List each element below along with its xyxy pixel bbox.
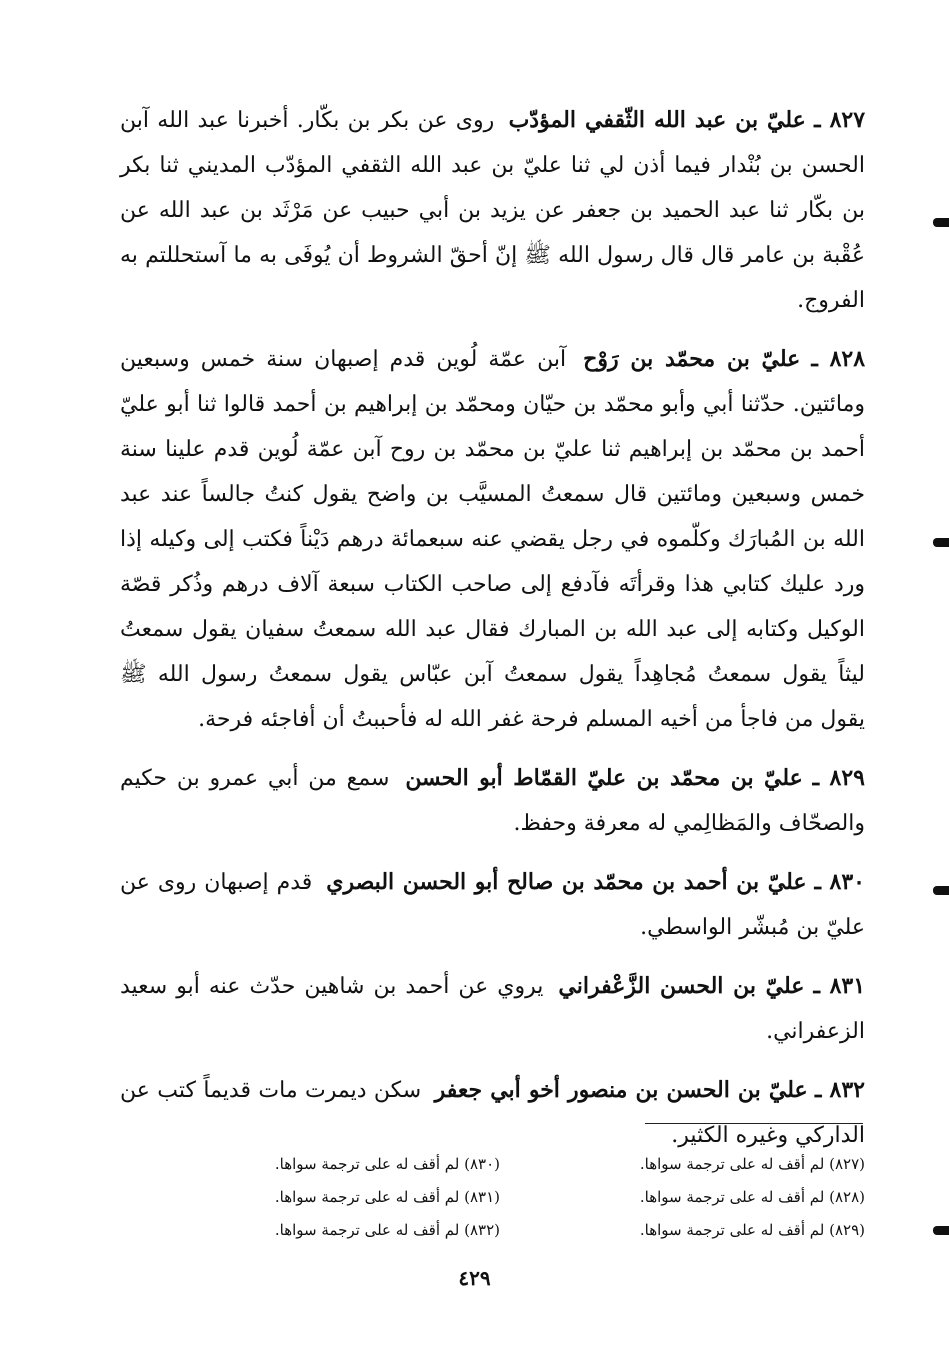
footnote-831: (٨٣١) لم أقف له على ترجمة سواها.: [274, 1188, 500, 1206]
scan-edge-mark: [933, 1226, 949, 1235]
entry-number: ٨٣٢ ـ: [815, 1077, 865, 1103]
scan-edge-mark: [933, 886, 949, 895]
footnote-827: (٨٢٧) لم أقف له على ترجمة سواها.: [639, 1155, 865, 1173]
entry-number: ٨٣٠ ـ: [814, 869, 865, 895]
entry-heading: عليّ بن محمّد بن عليّ القمّاط أبو الحسن: [405, 765, 803, 791]
main-text: [120, 98, 865, 1172]
entry-828: [120, 337, 865, 742]
entry-heading: عليّ بن عبد الله الثّقفي المؤدّب: [508, 107, 806, 133]
scan-edge-mark: [933, 538, 949, 547]
scan-edge-mark: [933, 218, 949, 227]
entry-831: [120, 964, 865, 1054]
entry-text: سكن ديمرت مات قديماً كتب عن الداركي وغيره الكثير.: [120, 1078, 865, 1148]
footnotes-right-column: [535, 1148, 865, 1247]
entry-text: يروي عن أحمد بن شاهين حدّث عنه أبو سعيد الزعفراني.: [120, 974, 865, 1044]
entry-number: ٨٢٧ ـ: [814, 107, 866, 133]
entry-830: [120, 860, 865, 950]
entry-heading: عليّ بن الحسن الزَّعْفراني: [558, 973, 805, 999]
footnote-829: (٨٢٩) لم أقف له على ترجمة سواها.: [639, 1221, 865, 1239]
entry-text: روى عن بكر بن بكّار. أخبرنا عبد الله آبن الحسن بن بُنْدار فيما أذن لي ثنا عليّ بن عبد الله الثقفي المؤدّب المديني ثنا بكر بن بكّار ثنا عبد الحميد بن جعفر عن يزيد بن أبي حبيب عن مَرْثَد بن عبد الله عن عُقْبة بن عامر قال قال رسول الله ﷺ إنّ أحقّ الشروط أن يُوفَى به ما آستحللتم به الفروج.: [120, 108, 865, 313]
entry-number: ٨٢٩ ـ: [812, 765, 865, 791]
entry-heading: عليّ بن الحسن بن منصور أخو أبي جعفر: [434, 1077, 808, 1103]
entry-832: [120, 1068, 865, 1158]
entry-number: ٨٣١ ـ: [813, 973, 866, 999]
entry-heading: عليّ بن أحمد بن محمّد بن صالح أبو الحسن البصري: [326, 869, 807, 895]
footnote-830: (٨٣٠) لم أقف له على ترجمة سواها.: [274, 1155, 500, 1173]
entry-text: قدم إصبهان روى عن عليّ بن مُبشّر الواسطي.: [120, 870, 865, 940]
entry-827: [120, 98, 865, 323]
entry-number: ٨٢٨ ـ: [811, 346, 866, 372]
footnotes-left-column: [170, 1148, 500, 1247]
entry-text: آبن عمّة لُوين قدم إصبهان سنة خمس وسبعين ومائتين. حدّثنا أبي وأبو محمّد بن حيّان ومحمّد بن إبراهيم بن أحمد قالوا ثنا أبو عليّ أحمد بن محمّد بن إبراهيم ثنا عليّ بن محمّد بن روح آبن عمّة لُوين قدم علينا سنة خمس وسبعين ومائتين قال سمعتُ المسيَّب بن واضح يقول كنتُ جالساً عند عبد الله بن المُبارَك وكلّموه في رجل يقضي عنه سبعمائة درهم دَيْناً فكتب إلى وكيله إذا ورد عليك كتابي هذا وقرأتَه فآدفع إلى صاحب الكتاب سبعة آلاف درهم وذُكر قصّة الوكيل وكتابه إلى عبد الله بن المبارك فقال عبد الله سمعتُ سفيان يقول سمعتُ ليثاً يقول سمعتُ مُجاهِداً يقول سمعتُ آبن عبّاس يقول سمعتُ رسول الله ﷺ يقول من فاجأ من أخيه المسلم فرحة غفر الله له فأحببتُ أن أفاجئه فرحة.: [120, 347, 865, 732]
entry-text: سمع من أبي عمرو بن حكيم والصحّاف والمَظالِمي له معرفة وحفظ.: [120, 766, 865, 836]
entry-heading: عليّ بن محمّد بن رَوْح: [583, 346, 801, 372]
page-number: ٤٢٩: [458, 1266, 491, 1290]
footnote-divider: [645, 1123, 863, 1124]
footnote-828: (٨٢٨) لم أقف له على ترجمة سواها.: [639, 1188, 865, 1206]
footnote-832: (٨٣٢) لم أقف له على ترجمة سواها.: [274, 1221, 500, 1239]
entry-829: [120, 756, 865, 846]
